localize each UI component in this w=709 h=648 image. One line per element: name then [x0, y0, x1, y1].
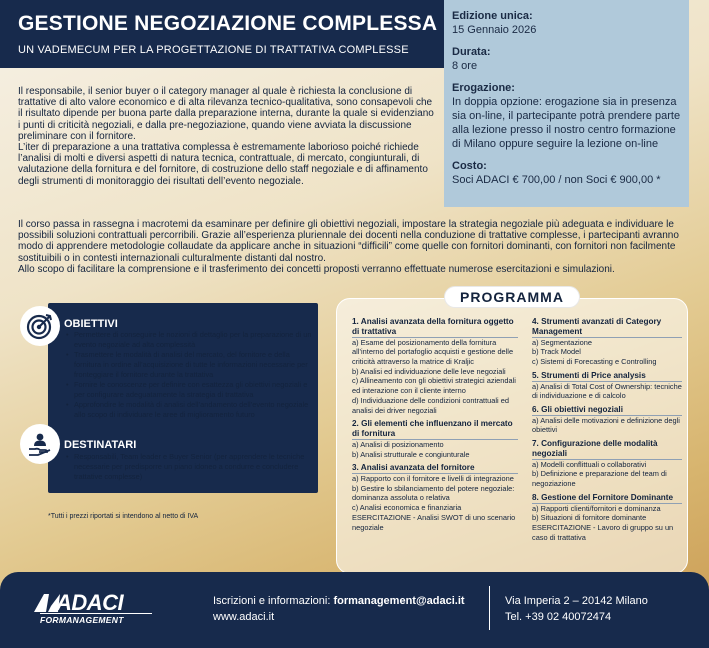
list-item: • Approfondire le modalità di analisi dell’andamento dell’evento negoziale allo scopo di individuare le aree di miglioramento futuro [66, 400, 316, 420]
price-note: *Tutti i prezzi riportati si intendono al netto di IVA [48, 513, 199, 520]
edition-label: Edizione unica: [452, 10, 533, 22]
list-item: • Trasmettere le modalità di analisi del mercato, del fornitore e della fornitura in ordine all’acquisizione di tutte le informazioni necessarie per fronteggiare il fornitore durante la trattativa [66, 350, 316, 380]
website-link[interactable]: www.adaci.it [213, 611, 275, 623]
module-item: a) Segmentazione [532, 337, 592, 347]
module-title: 4. Strumenti avanzati di Category Management [532, 317, 662, 336]
module-item: c) Analisi economica e finanziaria ESERCITAZIONE - Analisi SWOT di uno scenario negoziale [352, 503, 516, 532]
page-title: GESTIONE NEGOZIAZIONE COMPLESSA [18, 12, 438, 35]
program-title: PROGRAMMA [444, 286, 580, 308]
module-item: a) Analisi di Total Cost of Ownership: tecniche di individuazione e di calcolo [532, 381, 682, 401]
logo-wordmark: ADACI [56, 590, 124, 615]
module-item: c) Allineamento con gli obiettivi strategici aziendali ed interazione con il cliente interno [352, 376, 516, 396]
module-title: 1. Analisi avanzata della fornitura oggetto di trattativa [352, 317, 514, 336]
intro-paragraph: L’iter di preparazione a una trattativa complessa è estremamente laborioso poiché richiede l’analisi di molti e diversi aspetti di natura tecnica, contrattuale, di mercato, congiunturali, di valutazione della fornitura e del fornitore, di costruzione dello staff negoziale e di affinamento degli strumenti di monitoraggio dei risultati dell’evento negoziale. [18, 142, 428, 187]
module-title: 8. Gestione del Fornitore Dominante [532, 492, 674, 502]
email-link[interactable]: formanagement@adaci.it [333, 595, 465, 607]
delivery-value: In doppia opzione: erogazione sia in presenza sia on-line, il partecipante potrà prendere parte alla lezione presso il nostro centro formazione di Milano oppure seguire la lezione on-line [452, 96, 681, 150]
recipients-heading: DESTINATARI [64, 439, 137, 451]
duration-label: Durata: [452, 46, 491, 58]
module-item: a) Analisi di posizionamento [352, 439, 444, 449]
module-item: a) Modelli conflittuali o collaborativi [532, 459, 647, 469]
program-column-right [532, 317, 682, 542]
cost-label: Costo: [452, 160, 487, 172]
module-item: a) Esame del posizionamento della fornitura all’interno del portafoglio acquisti e gestione delle criticità attraverso la matrice di Kraljic [352, 337, 514, 366]
module-item: c) Sistemi di Forecasting e Controlling [532, 357, 657, 366]
module-item: b) Definizione e preparazione del team di negoziazione [532, 469, 667, 489]
module-title: 6. Gli obiettivi negoziali [532, 404, 623, 414]
list-item: • Permettere di conseguire le nozioni di dettaglio per la preparazione di un evento negoziale ad alta complessità [66, 330, 316, 350]
duration-value: 8 ore [452, 60, 478, 72]
program-column-left [352, 317, 518, 532]
logo-underline [40, 613, 152, 614]
list-item: • Responsabili, Team leader e Buyer Senior (per apprendere le tecniche necessarie per predisporre un piano idoneo a condurre e concludere trattative complesse) [66, 452, 314, 482]
intro-text-wide [18, 219, 698, 275]
course-info-panel [444, 0, 689, 207]
module-item: b) Analisi strutturale e congiunturale [352, 449, 470, 459]
module-item: d) Individuazione delle condizioni contrattuali ed analisi dei driver negoziali [352, 395, 509, 415]
list-item: • Fornire le conoscenze per definire con esattezza gli obiettivi negoziali e per configurare adeguatamente la strategia di trattativa [66, 380, 316, 400]
objectives-heading: OBIETTIVI [64, 318, 118, 330]
adaci-logo [34, 592, 154, 626]
phone: Tel. +39 02 40072474 [505, 611, 612, 623]
intro-text [18, 86, 438, 187]
module-item: b) Track Model [532, 347, 581, 357]
edition-value: 15 Gennaio 2026 [452, 24, 537, 36]
cost-value: Soci ADACI € 700,00 / non Soci € 900,00 * [452, 174, 661, 186]
footer-divider [489, 586, 490, 630]
objectives-list [66, 330, 316, 420]
page-subtitle: UN VADEMECUM PER LA PROGETTAZIONE DI TRATTATIVA COMPLESSE [18, 44, 409, 56]
module-item: b) Gestire lo sbilanciamento del potere negoziale: dominanza assoluta o relativa [352, 483, 515, 503]
people-hand-icon [20, 424, 60, 464]
module-title: 5. Strumenti di Price analysis [532, 370, 646, 380]
target-icon [20, 306, 60, 346]
address: Via Imperia 2 – 20142 Milano [505, 595, 648, 607]
module-title: 3. Analisi avanzata del fornitore [352, 463, 475, 473]
recipients-list [66, 452, 314, 482]
delivery-label: Erogazione: [452, 82, 515, 94]
intro-paragraph: Il corso passa in rassegna i macrotemi da esaminare per definire gli obiettivi negoziali, impostare la strategia negoziale più adeguata e individuare le possibili soluzioni contrattuali percorribili. Grazie all’esperienza pluriennale dei docenti nella conduzione di trattative complesse, i partecipanti avranno modo di apprendere metodologie collaudate da applicare anche in situazioni “difficili” come quelle con fornitori dominanti, con fornitori non facilmente sostituibili o in contesti internazionali culturalmente distanti dal nostro. [18, 219, 679, 264]
module-item: b) Analisi ed individuazione delle leve negoziali [352, 366, 506, 376]
intro-paragraph: Allo scopo di facilitare la comprensione e il trasferimento dei concetti proposti verranno effettuate numerose esercitazioni e simulazioni. [18, 263, 615, 275]
logo-subtext: FORMANAGEMENT [40, 615, 124, 625]
module-item: a) Rapporti clienti/fornitori e dominanza [532, 503, 661, 513]
module-title: 7. Configurazione delle modalità negoziali [532, 439, 658, 458]
module-item: a) Rapporto con il fornitore e livelli di integrazione [352, 474, 514, 484]
module-item: a) Analisi delle motivazioni e definizione degli obiettivi [532, 415, 680, 435]
module-title: 2. Gli elementi che influenzano il mercato di fornitura [352, 419, 513, 439]
contact-label: Iscrizioni e informazioni: [213, 595, 331, 607]
intro-paragraph: Il responsabile, il senior buyer o il category manager al quale è richiesta la conclusione di trattative di alto valore economico e di alta rilevanza tecnico-qualitativa, sono consapevoli che il risultato dipende per buona parte dalla preparazione interna, durante la quale si evidenziano i punti di criticità negoziali, e dalla pre-negoziazione, quando viene avviata la discussione preliminare con il fornitore. [18, 86, 434, 142]
module-item: b) Situazioni di fornitore dominante ESERCITAZIONE - Lavoro di gruppo su un caso di trattativa [532, 513, 674, 542]
